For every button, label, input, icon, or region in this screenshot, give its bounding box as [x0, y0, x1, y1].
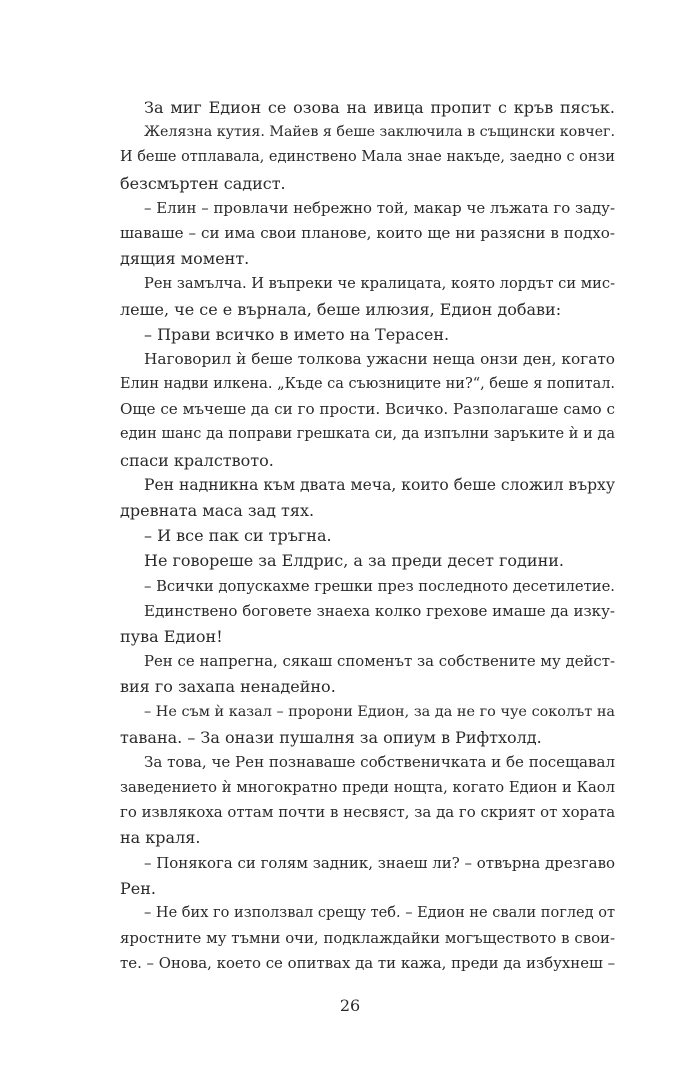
text-line: Рен се напрегна, сякаш споменът за собствените му дейст- — [144, 652, 615, 671]
text-line: Рен надникна към двата меча, които беше сложил върху — [144, 475, 615, 494]
text-line: За това, че Рен познаваше собственичката и бе посещавал — [144, 752, 615, 771]
text-line: древната маса зад тях. — [120, 501, 315, 520]
page-number: 26 — [339, 996, 361, 1015]
text-line: дящия момент. — [120, 249, 250, 269]
text-line: – И все пак си тръгна. — [144, 526, 332, 546]
text-line: леше, че се е върнала, беше илюзия, Едион добави: — [120, 299, 562, 319]
text-line: шаваше – си има свои планове, които ще ни разясни в подхо- — [120, 223, 615, 242]
text-line: И беше отплавала, единствено Мала знае накъде, заедно с онзи — [120, 149, 615, 166]
text-line: – Понякога си голям задник, знаеш ли? – отвърна дрезгаво — [144, 853, 615, 872]
text-line: Рен замълча. И въпреки че кралицата, която лордът си мис- — [144, 275, 616, 293]
text-line: те. – Онова, което се опитвах да ти кажа, преди да избухнеш – — [120, 954, 616, 973]
text-line: един шанс да поправи грешката си, да изпълни заръките ѝ и да — [120, 426, 615, 443]
text-line: Още се мъчеше да си го прости. Всичко. Разполагаше само с — [120, 400, 615, 419]
text-line: Наговорил ѝ беше толкова ужасни неща онзи ден, когато — [144, 349, 615, 368]
text-line: пува Едион! — [120, 626, 223, 646]
text-line: – Не бих го използвал срещу теб. – Едион не свали поглед от — [144, 905, 615, 921]
text-line: Единствено боговете знаеха колко грехове имаше да изку- — [144, 601, 615, 620]
text-line: Желязна кутия. Майев я беше заключила в същински ковчег. — [144, 124, 616, 141]
body-text — [120, 95, 615, 977]
text-line: – Всички допускахме грешки през последното десетилетие. — [144, 577, 615, 595]
text-line: яростните му тъмни очи, подклаждайки могъществото в свои- — [120, 929, 615, 948]
text-line: заведението ѝ многократно преди нощта, когато Едион и Каол — [120, 779, 615, 797]
text-line: Рен. — [120, 878, 156, 898]
text-line: Не говореше за Елдрис, а за преди десет години. — [144, 551, 564, 571]
text-line: – Елин – провлачи небрежно той, макар че лъжата го заду- — [144, 198, 615, 217]
text-line: – Прави всичко в името на Терасен. — [144, 324, 450, 344]
text-line: го извлякоха оттам почти в несвяст, за да го скрият от хората — [120, 803, 616, 822]
text-line: Елин надви илкена. „Къде са съюзниците ни?“, беше я попитал. — [120, 376, 615, 393]
text-line: вия го захапа ненадейно. — [120, 677, 336, 697]
text-line: За миг Едион се озова на ивица пропит с кръв пясък. — [144, 98, 615, 117]
text-line: на краля. — [120, 828, 201, 848]
text-line: безсмъртен садист. — [120, 173, 286, 193]
text-line: тавана. – За онази пушалня за опиум в Рифтхолд. — [120, 727, 542, 747]
text-line: – Не съм ѝ казал – пророни Едион, за да не го чуе соколът на — [144, 703, 615, 720]
text-line: спаси кралството. — [120, 450, 274, 470]
